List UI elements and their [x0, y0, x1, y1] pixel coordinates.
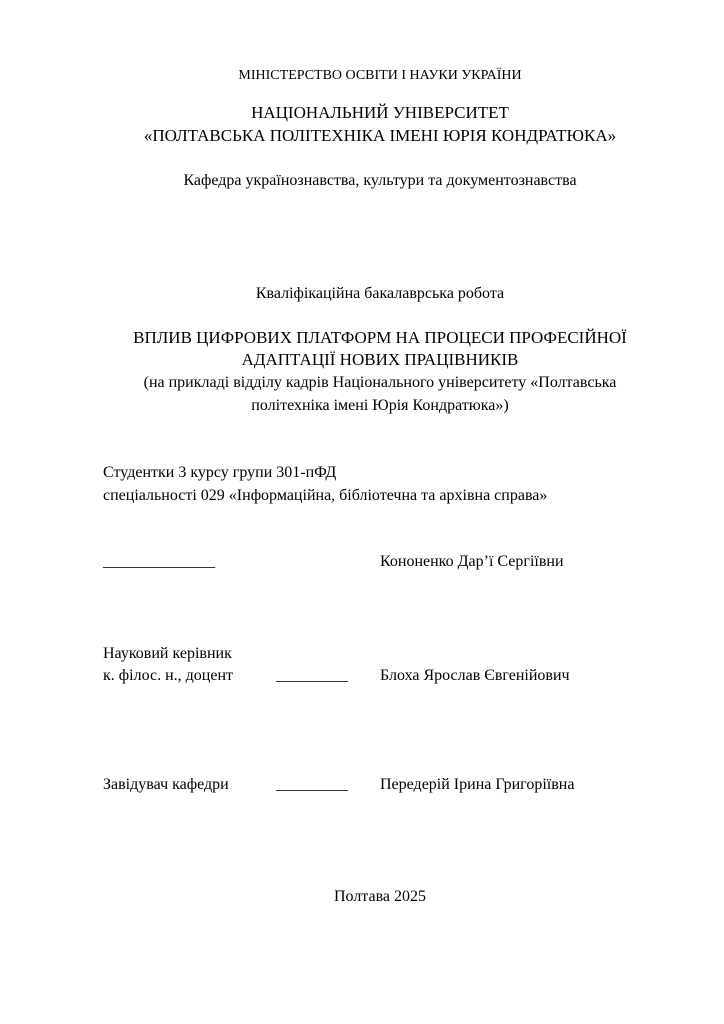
work-subtitle-line1: (на прикладі відділу кадрів Національного університету «Полтавська	[143, 374, 617, 391]
student-name: Кононенко Дар’ї Сергіївни	[380, 553, 564, 570]
head-of-department-name: Передерій Ірина Григоріївна	[380, 776, 575, 793]
head-of-department-signature-line: _________	[276, 776, 348, 793]
supervisor-role: Науковий керівник	[103, 645, 232, 662]
student-group: Студентки 3 курсу групи 301-пФД	[103, 464, 337, 481]
supervisor-name: Блоха Ярослав Євгенійович	[380, 667, 570, 684]
work-title-line2: АДАПТАЦІЇ НОВИХ ПРАЦІВНИКІВ	[241, 350, 519, 369]
head-of-department-role: Завідувач кафедри	[103, 776, 229, 793]
university-name-line1: НАЦІОНАЛЬНИЙ УНІВЕРСИТЕТ	[251, 103, 509, 122]
ministry-heading: МІНІСТЕРСТВО ОСВІТИ І НАУКИ УКРАЇНИ	[238, 68, 522, 83]
supervisor-degree: к. філос. н., доцент	[103, 667, 233, 684]
work-type: Кваліфікаційна бакалаврська робота	[255, 285, 505, 302]
city-year: Полтава 2025	[333, 888, 427, 905]
supervisor-signature-line: _________	[276, 667, 348, 684]
department-name: Кафедра українознавства, культури та документознавства	[183, 172, 577, 189]
university-name-line2: «ПОЛТАВСЬКА ПОЛІТЕХНІКА ІМЕНІ ЮРІЯ КОНДРАТЮКА»	[143, 126, 617, 145]
student-specialty: спеціальності 029 «Інформаційна, бібліотечна та архівна справа»	[103, 487, 548, 504]
student-signature-line: ______________	[103, 553, 215, 570]
work-subtitle-line2: політехніка імені Юрія Кондратюка»)	[251, 397, 509, 414]
work-title-line1: ВПЛИВ ЦИФРОВИХ ПЛАТФОРМ НА ПРОЦЕСИ ПРОФЕСІЙНОЇ	[133, 328, 627, 347]
